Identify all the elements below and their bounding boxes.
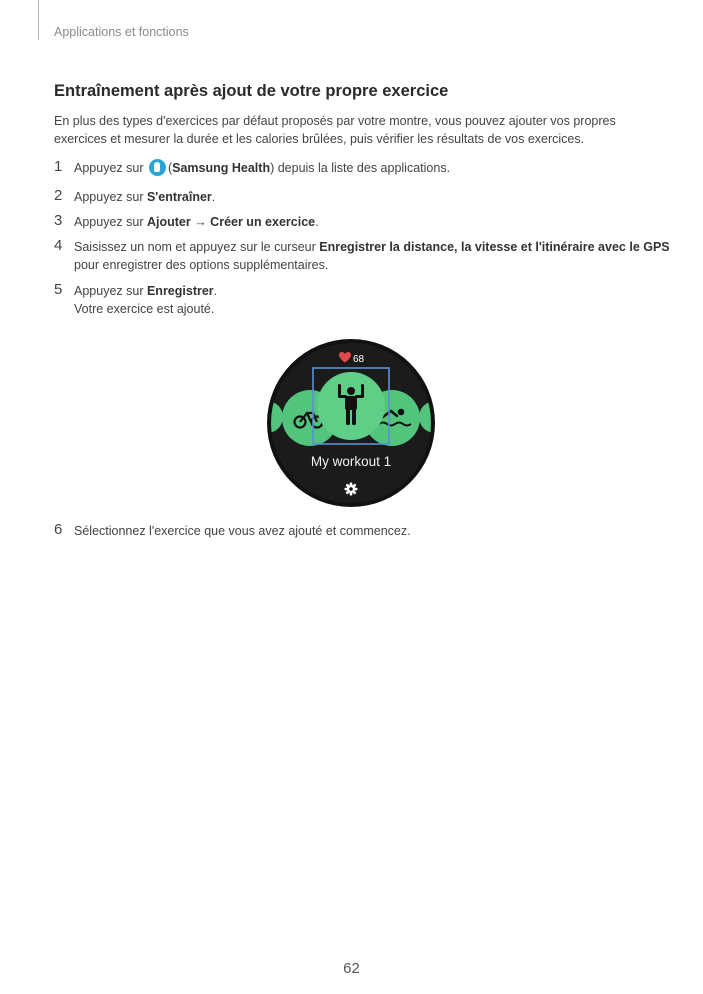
page-number: 62 xyxy=(343,960,360,977)
arrow-glyph: → xyxy=(190,215,211,229)
header-rule xyxy=(38,0,39,40)
step-bold-text: Ajouter xyxy=(146,215,191,229)
heart-rate-value: 68 xyxy=(353,354,365,365)
step-number: 4 xyxy=(54,237,63,254)
step-bold-text-2: Créer un exercice xyxy=(210,215,316,229)
step-text-end: . xyxy=(211,190,216,204)
intro-paragraph: En plus des types d'exercices par défaut proposés par votre montre, vous pouvez ajouter vos propres exercices et mesurer la durée et les calories brûlées, puis vérifier les résultats de vos exercices. xyxy=(54,114,616,146)
step-bold-text: Enregistrer xyxy=(146,284,214,298)
gear-icon[interactable] xyxy=(345,483,358,496)
step-number: 3 xyxy=(54,212,63,229)
page-title: Entraînement après ajout de votre propre exercice xyxy=(54,82,449,100)
step-number: 2 xyxy=(54,187,63,204)
step-text: Appuyez sur xyxy=(74,190,147,204)
paren-open: ( xyxy=(167,161,173,175)
step-text: Appuyez sur xyxy=(74,284,147,298)
step-text: Appuyez sur xyxy=(74,161,144,175)
step-text-end: pour enregistrer des options supplémentaires. xyxy=(74,258,329,272)
step-result-text: Votre exercice est ajouté. xyxy=(74,302,215,316)
step-text: Saisissez un nom et appuyez sur le curseur xyxy=(74,240,320,254)
step-number: 1 xyxy=(54,158,63,175)
step-number: 5 xyxy=(54,281,63,298)
step-text-end: . xyxy=(213,284,218,298)
step-text-end: . xyxy=(315,215,319,229)
my-workout-1-bubble[interactable] xyxy=(317,372,385,440)
step-text-end: ) depuis la liste des applications. xyxy=(270,161,451,175)
step-bold-text: Samsung Health xyxy=(172,161,271,175)
step-text: Sélectionnez l'exercice que vous avez ajouté et commencez. xyxy=(74,524,411,538)
workout-name-label: My workout 1 xyxy=(310,454,392,469)
step-number: 6 xyxy=(54,521,63,538)
samsung-health-app-icon xyxy=(149,159,166,176)
section-header: Applications et fonctions xyxy=(54,25,189,39)
step-text: Appuyez sur xyxy=(74,215,147,229)
watch-screen-illustration xyxy=(267,339,435,507)
step-bold-text: Enregistrer la distance, la vitesse et l'itinéraire avec le GPS xyxy=(319,240,670,254)
step-bold-text: S'entraîner xyxy=(146,190,212,204)
